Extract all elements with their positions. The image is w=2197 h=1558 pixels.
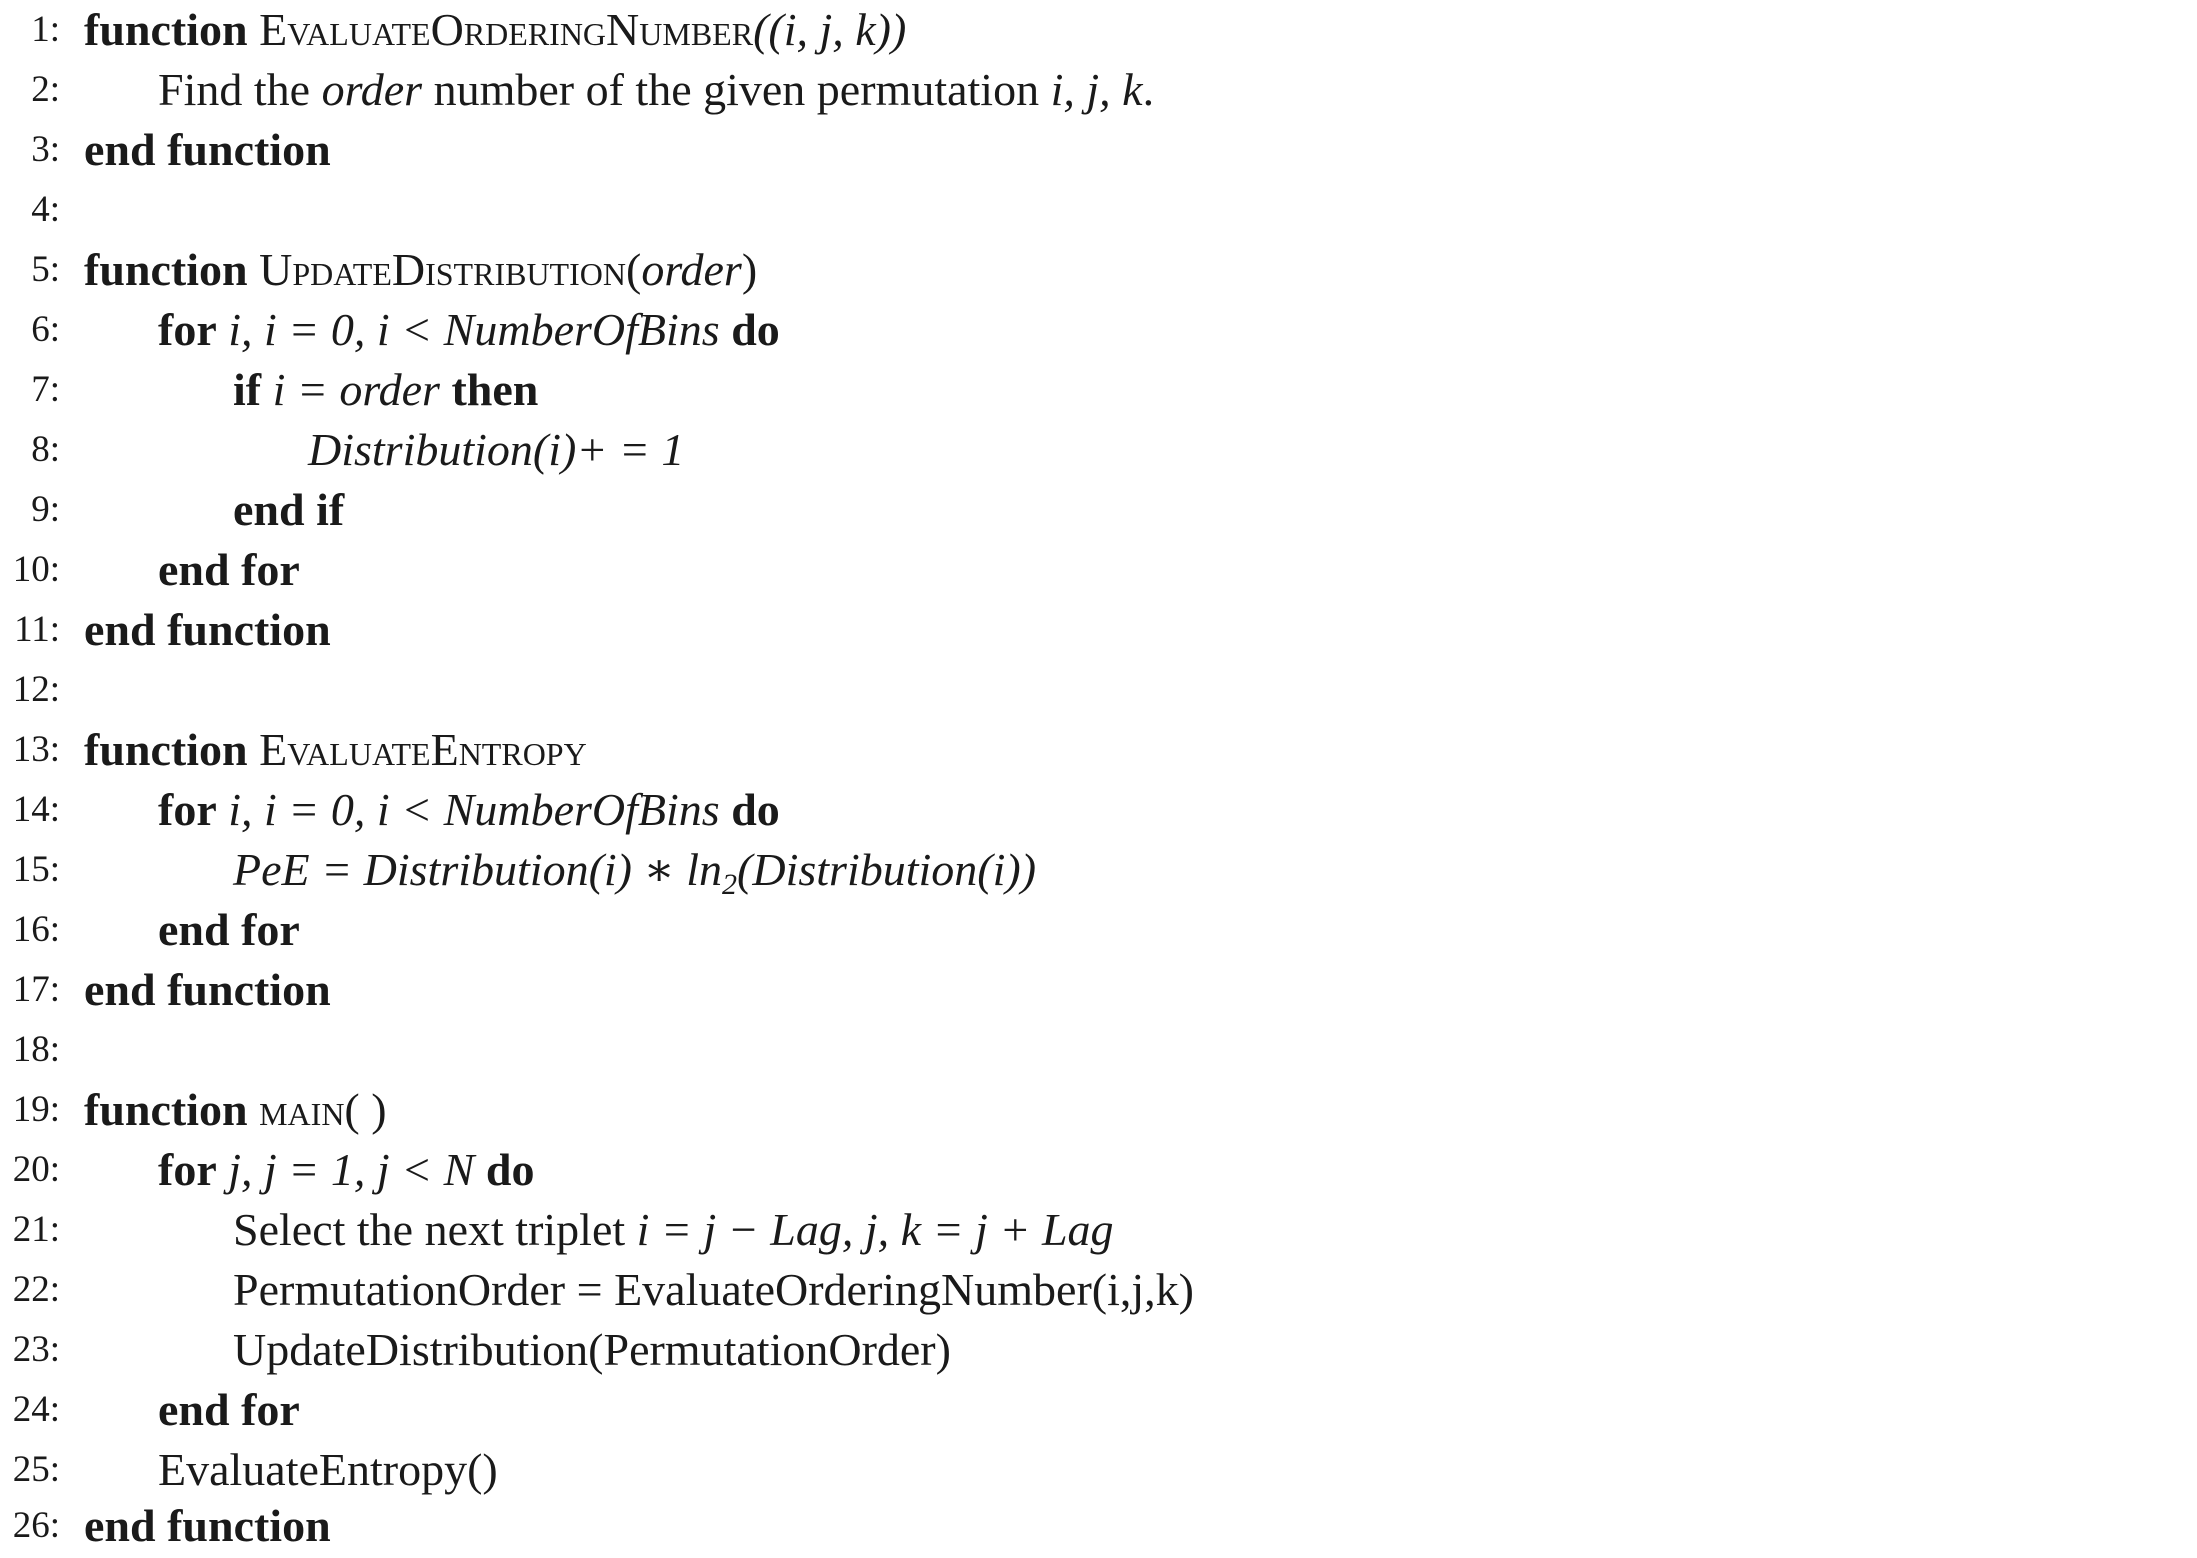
line-content xyxy=(158,1140,534,1200)
statement-text: PermutationOrder = EvaluateOrderingNumber(i,j,k) xyxy=(233,1264,1194,1315)
line-number: 19: xyxy=(12,1089,60,1130)
keyword: for xyxy=(158,1144,217,1195)
line-content xyxy=(158,780,780,840)
line-number: 11: xyxy=(14,609,60,650)
keyword: do xyxy=(485,1144,535,1195)
algorithm-line-9 xyxy=(0,480,2197,540)
line-content xyxy=(233,360,538,420)
function-name: EvaluateOrderingNumber xyxy=(259,4,754,55)
algorithm-line-3 xyxy=(0,120,2197,180)
line-number: 15: xyxy=(12,849,60,890)
algorithm-line-17 xyxy=(0,960,2197,1020)
function-name: EvaluateEntropy xyxy=(259,724,587,775)
math-expression: i = order xyxy=(272,364,440,415)
line-number: 18: xyxy=(12,1029,60,1070)
line-number: 20: xyxy=(12,1149,60,1190)
algorithm-line-20 xyxy=(0,1140,2197,1200)
algorithm-line-8 xyxy=(0,420,2197,480)
algorithm-line-7 xyxy=(0,360,2197,420)
keyword: then xyxy=(451,364,539,415)
line-number: 23: xyxy=(12,1329,60,1370)
paren: ( xyxy=(625,244,642,295)
algorithm-line-23 xyxy=(0,1320,2197,1380)
emphasis-text: order xyxy=(321,64,423,115)
algorithm-line-2 xyxy=(0,60,2197,120)
keyword: do xyxy=(731,304,780,355)
text-segment: Find the xyxy=(158,64,322,115)
line-number: 17: xyxy=(12,969,60,1010)
function-args: ( ) xyxy=(344,1084,387,1135)
line-number: 14: xyxy=(12,789,60,830)
text-segment: Select the next triplet xyxy=(233,1204,637,1255)
function-name: UpdateDistribution xyxy=(259,244,626,295)
statement-text: EvaluateEntropy() xyxy=(158,1444,498,1495)
keyword: end if xyxy=(233,484,345,535)
math-vars: i, j, k xyxy=(1050,64,1143,115)
math-expression: i = j − Lag, j, k = j + Lag xyxy=(636,1204,1114,1255)
line-content xyxy=(84,720,587,780)
function-args: ((i, j, k)) xyxy=(753,4,907,55)
keyword: end for xyxy=(158,1384,300,1435)
line-number: 4: xyxy=(31,189,60,230)
algorithm-line-26 xyxy=(0,1496,2197,1556)
line-number: 24: xyxy=(12,1389,60,1430)
line-number: 6: xyxy=(31,309,60,350)
line-number: 16: xyxy=(12,909,60,950)
algorithm-line-22 xyxy=(0,1260,2197,1320)
math-expression: i, i = 0, i < NumberOfBins xyxy=(228,784,720,835)
line-number: 2: xyxy=(31,69,60,110)
keyword: function xyxy=(84,244,248,295)
keyword: for xyxy=(158,784,217,835)
keyword: function xyxy=(84,724,248,775)
keyword: do xyxy=(731,784,780,835)
keyword: end for xyxy=(158,904,300,955)
function-arg: order xyxy=(641,244,742,295)
algorithm-line-16 xyxy=(0,900,2197,960)
line-number: 26: xyxy=(12,1505,60,1546)
expression-rhs: (Distribution(i)) xyxy=(737,844,1037,895)
algorithm-line-1 xyxy=(0,0,2197,60)
algorithm-line-6 xyxy=(0,300,2197,360)
algorithm-line-15 xyxy=(0,840,2197,900)
algorithm-line-25 xyxy=(0,1440,2197,1500)
line-number: 12: xyxy=(12,669,60,710)
line-number: 3: xyxy=(31,129,60,170)
algorithm-line-21 xyxy=(0,1200,2197,1260)
line-content xyxy=(84,0,906,60)
keyword: function xyxy=(84,4,248,55)
algorithm-line-19 xyxy=(0,1080,2197,1140)
math-expression: j, j = 1, j < N xyxy=(228,1144,475,1195)
algorithm-line-4 xyxy=(0,180,2197,240)
line-content xyxy=(233,1200,1114,1260)
algorithm-line-11 xyxy=(0,600,2197,660)
expression-lhs: PeE = Distribution(i) ∗ ln xyxy=(233,844,723,895)
algorithm-line-10 xyxy=(0,540,2197,600)
keyword: end function xyxy=(84,604,331,655)
statement-text: UpdateDistribution(PermutationOrder) xyxy=(233,1324,951,1375)
text-segment: . xyxy=(1142,64,1155,115)
keyword: function xyxy=(84,1084,248,1135)
paren: ) xyxy=(741,244,758,295)
line-number: 5: xyxy=(31,249,60,290)
line-number: 7: xyxy=(31,369,60,410)
line-number: 21: xyxy=(12,1209,60,1250)
line-number: 13: xyxy=(12,729,60,770)
text-segment: number of the given permutation xyxy=(422,64,1051,115)
algorithm-line-5 xyxy=(0,240,2197,300)
line-content xyxy=(158,300,780,360)
keyword: if xyxy=(233,364,262,415)
math-expression: i, i = 0, i < NumberOfBins xyxy=(228,304,720,355)
math-expression: Distribution(i)+ = 1 xyxy=(308,424,685,475)
log-base-subscript: 2 xyxy=(722,868,738,901)
line-number: 10: xyxy=(12,549,60,590)
line-number: 9: xyxy=(31,489,60,530)
keyword: for xyxy=(158,304,217,355)
keyword: end function xyxy=(84,1500,331,1551)
line-number: 8: xyxy=(31,429,60,470)
function-name: main xyxy=(259,1084,345,1135)
keyword: end for xyxy=(158,544,300,595)
algorithm-line-18 xyxy=(0,1020,2197,1080)
keyword: end function xyxy=(84,124,331,175)
line-number: 25: xyxy=(12,1449,60,1490)
line-number: 22: xyxy=(12,1269,60,1310)
algorithm-line-12 xyxy=(0,660,2197,720)
line-content xyxy=(158,60,1154,120)
algorithm-line-24 xyxy=(0,1380,2197,1440)
line-content xyxy=(84,240,757,300)
algorithm-line-13 xyxy=(0,720,2197,780)
keyword: end function xyxy=(84,964,331,1015)
algorithm-line-14 xyxy=(0,780,2197,840)
line-content xyxy=(84,1080,387,1140)
line-number: 1: xyxy=(31,9,60,50)
